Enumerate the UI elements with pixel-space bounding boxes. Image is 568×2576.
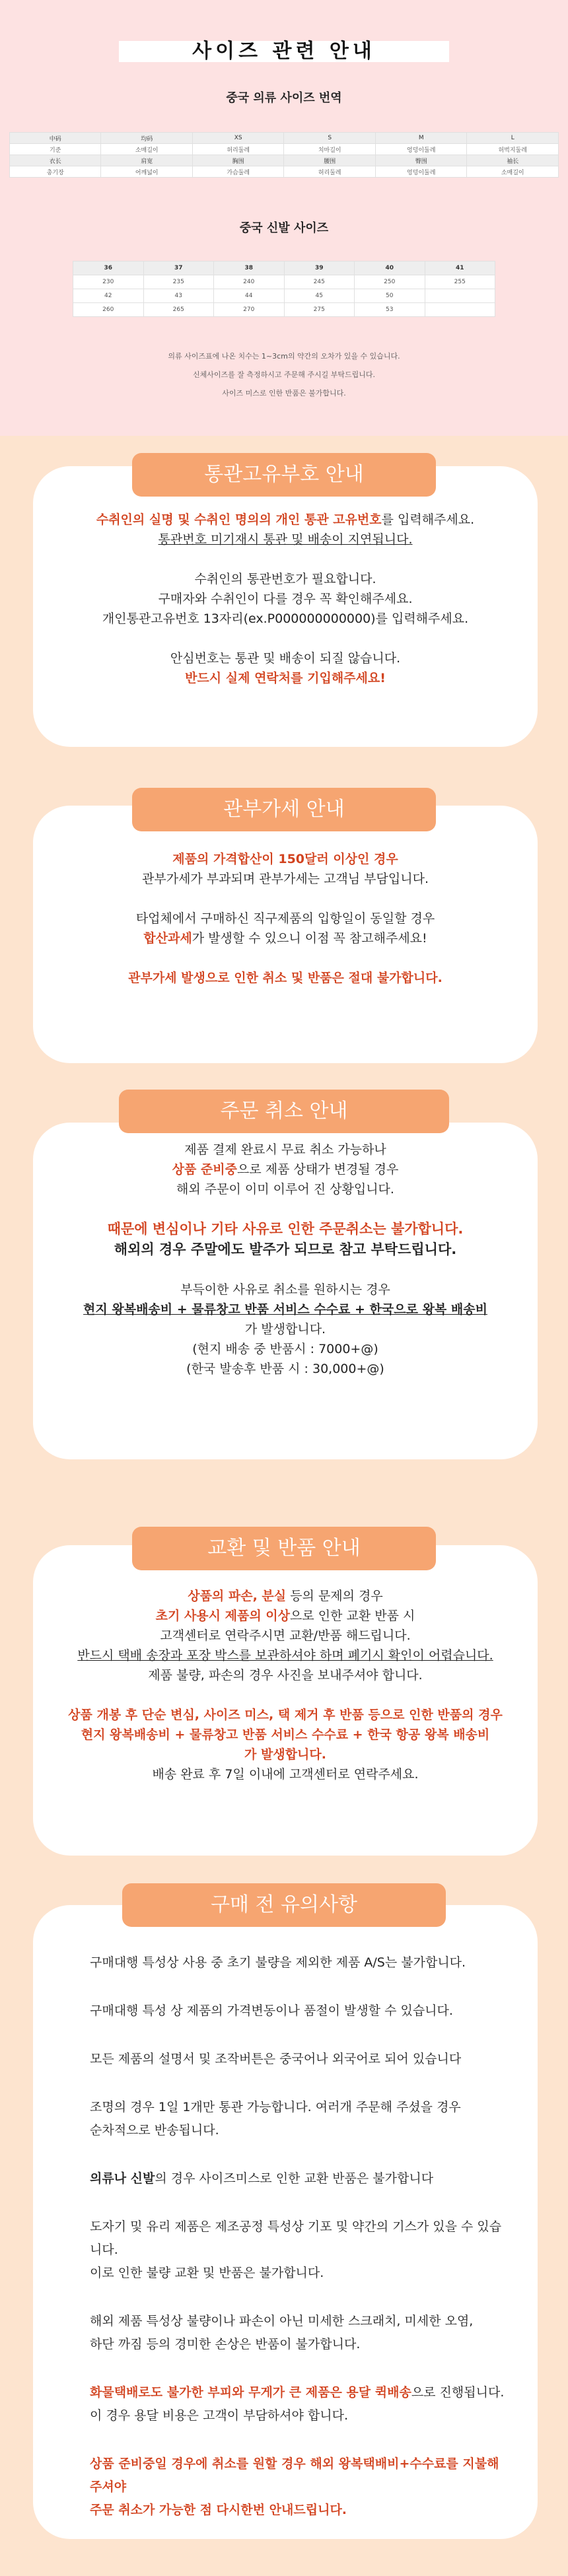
text-segment: 상품 준비중 [172,1162,237,1177]
clothes-size-row [10,144,559,155]
notice-line [33,609,538,629]
notice-line [33,1260,538,1280]
precaution-spacer [90,2356,513,2381]
text-segment: 초기 사용시 제품의 이상 [155,1609,291,1623]
size-cell: 50 [355,289,425,303]
size-cell: 250 [355,275,425,289]
size-cell: 44 [214,289,285,303]
size-cell: 235 [143,275,214,289]
size-cell: 265 [143,303,214,317]
text-segment: 주문 취소가 가능한 점 다시한번 안내드립니다. [90,2503,347,2517]
precaution-item [90,2167,513,2190]
notice-line [33,1646,538,1665]
notice-line [33,648,538,668]
notice-line [33,589,538,609]
precaution-line [90,2404,513,2427]
text-segment: 의 경우 사이즈미스로 인한 교환 반품은 불가합니다 [155,2171,434,2186]
text-segment: 수취인의 통관번호가 필요합니다. [194,572,376,586]
size-cell: 275 [284,303,355,317]
precaution-line [90,2381,513,2404]
clothes-size-table [9,132,559,178]
size-cell: 245 [284,275,355,289]
precautions-title: 구매 전 유의사항 [122,1883,446,1927]
text-segment: 때문에 변심이나 기타 사유로 인한 주문취소는 불가합니다. [107,1221,464,1237]
text-segment: 반드시 택배 송장과 포장 박스를 보관하셔야 하며 폐기시 확인이 어렵습니다. [77,1648,493,1663]
precaution-line [90,2499,513,2522]
notice-line [33,1339,538,1359]
precaution-item [90,2310,513,2356]
precaution-item [90,1951,513,1974]
notice-line [33,1764,538,1784]
text-segment: 해외 제품 특성상 불량이나 파손이 아닌 미세한 스크래치, 미세한 오염, [90,2314,474,2328]
text-segment: 고객센터로 연락주시면 교환/반품 해드립니다. [160,1628,411,1643]
precaution-item [90,2453,513,2522]
text-segment: 관부가세가 부과되며 관부가세는 고객님 부담입니다. [142,872,429,886]
size-cell: 39 [284,261,355,275]
notice-line [33,1319,538,1339]
precautions-body [90,1951,513,2522]
notice-line [33,889,538,909]
size-note: 신체사이즈를 잘 측정하시고 주문해 주시길 부탁드립니다. [192,370,375,379]
text-segment: 배송 완료 후 7일 이내에 고객센터로 연락주세요. [152,1767,419,1782]
size-cell: 허벅지둘레 [467,144,559,155]
order-cancel-card [33,1123,538,1459]
size-cell: M [375,133,466,144]
notice-line [33,968,538,988]
size-guide-title: 사이즈 관련 안내 [119,41,449,62]
exchange-return-body [33,1586,538,1784]
precaution-line [90,2096,513,2119]
text-segment: 상품 준비중일 경우에 취소를 원할 경우 해외 왕복택배비+수수료를 지불해 주셔야 [90,2456,499,2494]
precaution-spacer [90,2285,513,2310]
notice-line [33,549,538,569]
text-segment: 구매대행 특성상 사용 중 초기 불량을 제외한 제품 A/S는 불가합니다. [90,1955,466,1970]
size-cell: 255 [425,275,495,289]
size-notes [0,347,568,403]
notice-line [33,1626,538,1646]
text-segment: 조명의 경우 1일 1개만 통관 가능합니다. 여러개 주문해 주셨을 경우 [90,2100,461,2114]
shoe-size-table [73,261,495,317]
exchange-return-card [33,1545,538,1856]
size-cell: 소매길이 [467,166,559,178]
precaution-item [90,2215,513,2285]
text-segment: 으로 제품 상태가 변경될 경우 [236,1162,399,1177]
text-segment: 부득이한 사유로 취소를 원하시는 경우 [180,1282,390,1297]
size-cell: 허리둘레 [284,166,375,178]
text-segment: 통관번호 미기재시 통관 및 배송이 지연됩니다. [158,532,413,547]
import-tax-body [33,849,538,988]
notice-line [33,1606,538,1626]
text-segment: 현지 왕복배송비 + 물류창고 반품 서비스 수수료 + 한국 항공 왕복 배송비 [81,1727,490,1742]
precaution-line [90,2215,513,2262]
customs-id-card [33,466,538,747]
notice-line [33,1280,538,1300]
size-cell: 袖长 [467,155,559,166]
precaution-line [90,2167,513,2190]
size-cell: 43 [143,289,214,303]
size-cell: 어깨넓이 [101,166,192,178]
import-tax-title: 관부가세 안내 [132,788,436,831]
size-cell: 肩宽 [101,155,192,166]
size-cell: 기준 [10,144,101,155]
notice-line [33,1179,538,1199]
precaution-spacer [90,2427,513,2453]
text-segment: 를 입력해주세요. [381,512,475,527]
text-segment: 가 발생합니다. [244,1747,326,1762]
precaution-line [90,2048,513,2071]
notice-line [33,1745,538,1764]
notice-line [33,1586,538,1606]
size-cell: 38 [214,261,285,275]
size-cell: 53 [355,303,425,317]
notice-line [33,1725,538,1745]
text-segment: 수취인의 실명 및 수취인 명의의 개인 통관 고유번호 [96,512,382,527]
text-segment: 제품 결제 완료시 무료 취소 가능하나 [184,1142,386,1157]
size-cell: 소매길이 [101,144,192,155]
size-note: 의류 사이즈표에 나온 치수는 1~3cm의 약간의 오차가 있을 수 있습니다. [168,352,400,361]
notice-line [33,1665,538,1685]
size-cell: 37 [143,261,214,275]
order-cancel-body [33,1140,538,1379]
text-segment: 해외의 경우 주말에도 발주가 되므로 참고 부탁드립니다. [114,1241,457,1257]
size-cell: 36 [73,261,144,275]
text-segment: 상품 개봉 후 단순 변심, 사이즈 미스, 택 제거 후 반품 등으로 인한 반품의 경우 [68,1708,503,1722]
notice-line [33,948,538,968]
precaution-line [90,2333,513,2356]
size-cell: 42 [73,289,144,303]
size-cell: 엉덩이둘레 [375,144,466,155]
size-cell: 腰围 [284,155,375,166]
text-segment: 상품의 파손, 분실 [188,1589,287,1603]
text-segment: 타업체에서 구매하신 직구제품의 입항일이 동일할 경우 [135,911,435,926]
size-cell: 270 [214,303,285,317]
clothes-size-row [10,155,559,166]
text-segment: 의류나 신발 [90,2171,155,2186]
notice-line [33,510,538,530]
precaution-spacer [90,2190,513,2215]
size-cell: 臀围 [375,155,466,166]
notice-line [33,530,538,549]
notice-line [33,1160,538,1179]
shoe-size-row [73,275,495,289]
size-cell: 엉덩이둘레 [375,166,466,178]
import-tax-card [33,806,538,1063]
notice-line [33,1199,538,1219]
text-segment: 합산과세 [143,931,192,946]
text-segment: 으로 인한 교환 반품 시 [290,1609,415,1623]
text-segment: 해외 주문이 이미 이루어 진 상황입니다. [176,1182,394,1197]
size-cell: 衣长 [10,155,101,166]
text-segment: 개인통관고유번호 13자리(ex.P000000000000)를 입력해주세요. [102,611,469,626]
precaution-line [90,2310,513,2333]
text-segment: 모든 제품의 설명서 및 조작버튼은 중국어나 외국어로 되어 있습니다 [90,2052,462,2066]
shoe-size-row [73,289,495,303]
notice-line [33,928,538,948]
text-segment: 등의 문제의 경우 [286,1589,383,1603]
size-guide-section [0,0,568,436]
notice-line [33,1219,538,1239]
customs-id-title: 통관고유부호 안내 [132,453,436,497]
notice-line [33,1705,538,1725]
size-cell: 허리둘레 [192,144,284,155]
size-cell: 260 [73,303,144,317]
precaution-line [90,1951,513,1974]
text-segment: 이로 인한 불량 교환 및 반품은 불가합니다. [90,2266,324,2280]
text-segment: 관부가세 발생으로 인한 취소 및 반품은 절대 불가합니다. [128,971,443,985]
clothes-size-row [10,133,559,144]
precaution-line [90,2119,513,2142]
notice-line [33,849,538,869]
precaution-item [90,2000,513,2023]
precaution-line [90,2262,513,2285]
notice-line [33,1685,538,1705]
notice-line [33,1300,538,1319]
clothes-size-heading: 중국 의류 사이즈 번역 [226,91,342,105]
clothes-size-row [10,166,559,178]
precaution-item [90,2096,513,2142]
text-segment: 구매대행 특성 상 제품의 가격변동이나 품절이 발생할 수 있습니다. [90,2003,453,2018]
size-cell: 가슴둘레 [192,166,284,178]
notice-line [33,668,538,688]
size-cell: XS [192,133,284,144]
text-segment: 구매자와 수취인이 다를 경우 꼭 확인해주세요. [158,592,413,606]
precaution-line [90,2453,513,2499]
size-cell: 40 [355,261,425,275]
text-segment: 으로 진행됩니다. [411,2385,505,2400]
text-segment: 가 발생할 수 있으니 이점 꼭 참고해주세요! [192,931,427,946]
size-cell: 총기장 [10,166,101,178]
notice-line [33,1239,538,1260]
size-cell: L [467,133,559,144]
text-segment: 안심번호는 통관 및 배송이 되질 않습니다. [170,651,401,666]
size-cell: 230 [73,275,144,289]
size-note: 사이즈 미스로 인한 반품은 불가합니다. [222,389,346,398]
notice-line [33,869,538,889]
precaution-item [90,2048,513,2071]
precaution-line [90,2000,513,2023]
size-cell: 45 [284,289,355,303]
text-segment: (한국 발송후 반품 시 : 30,000+@) [186,1362,384,1376]
notice-line [33,1140,538,1160]
text-segment: 현지 왕복배송비 + 물류창고 반품 서비스 수수료 + 한국으로 왕복 배송비 [83,1302,487,1317]
size-cell: 치마길이 [284,144,375,155]
customs-id-body [33,510,538,688]
size-cell: 240 [214,275,285,289]
text-segment: 이 경우 용달 비용은 고객이 부담하셔야 합니다. [90,2408,349,2423]
size-cell: 41 [425,261,495,275]
precaution-spacer [90,2071,513,2096]
text-segment: 도자기 및 유리 제품은 제조공정 특성상 기포 및 약간의 기스가 있을 수 있습니다. [90,2219,502,2257]
text-segment: 하단 까짐 등의 경미한 손상은 반품이 불가합니다. [90,2337,361,2351]
shoe-size-row [73,261,495,275]
notice-line [33,909,538,928]
shoe-size-heading: 중국 신발 사이즈 [239,221,329,235]
notice-line [33,1359,538,1379]
exchange-return-title: 교환 및 반품 안내 [132,1527,436,1570]
text-segment: (현지 배송 중 반품시 : 7000+@) [192,1342,378,1356]
size-cell [425,289,495,303]
shoe-size-row [73,303,495,317]
text-segment: 반드시 실제 연락처를 기입해주세요! [185,671,386,685]
notice-line [33,629,538,648]
precaution-spacer [90,2023,513,2048]
size-cell [425,303,495,317]
precautions-card [33,1905,538,2539]
precaution-item [90,2381,513,2427]
text-segment: 가 발생합니다. [244,1322,326,1337]
size-cell: 中码 [10,133,101,144]
size-cell: S [284,133,375,144]
size-cell: 均码 [101,133,192,144]
text-segment: 순차적으로 반송됩니다. [90,2123,219,2138]
precaution-spacer [90,2142,513,2167]
precaution-spacer [90,1974,513,2000]
notice-line [33,569,538,589]
size-cell: 胸围 [192,155,284,166]
text-segment: 제품 불량, 파손의 경우 사진을 보내주셔야 합니다. [148,1668,423,1683]
text-segment: 화물택배로도 불가한 부피와 무게가 큰 제품은 용달 퀵배송 [90,2385,411,2400]
order-cancel-title: 주문 취소 안내 [119,1090,449,1133]
text-segment: 제품의 가격합산이 150달러 이상인 경우 [172,852,398,866]
